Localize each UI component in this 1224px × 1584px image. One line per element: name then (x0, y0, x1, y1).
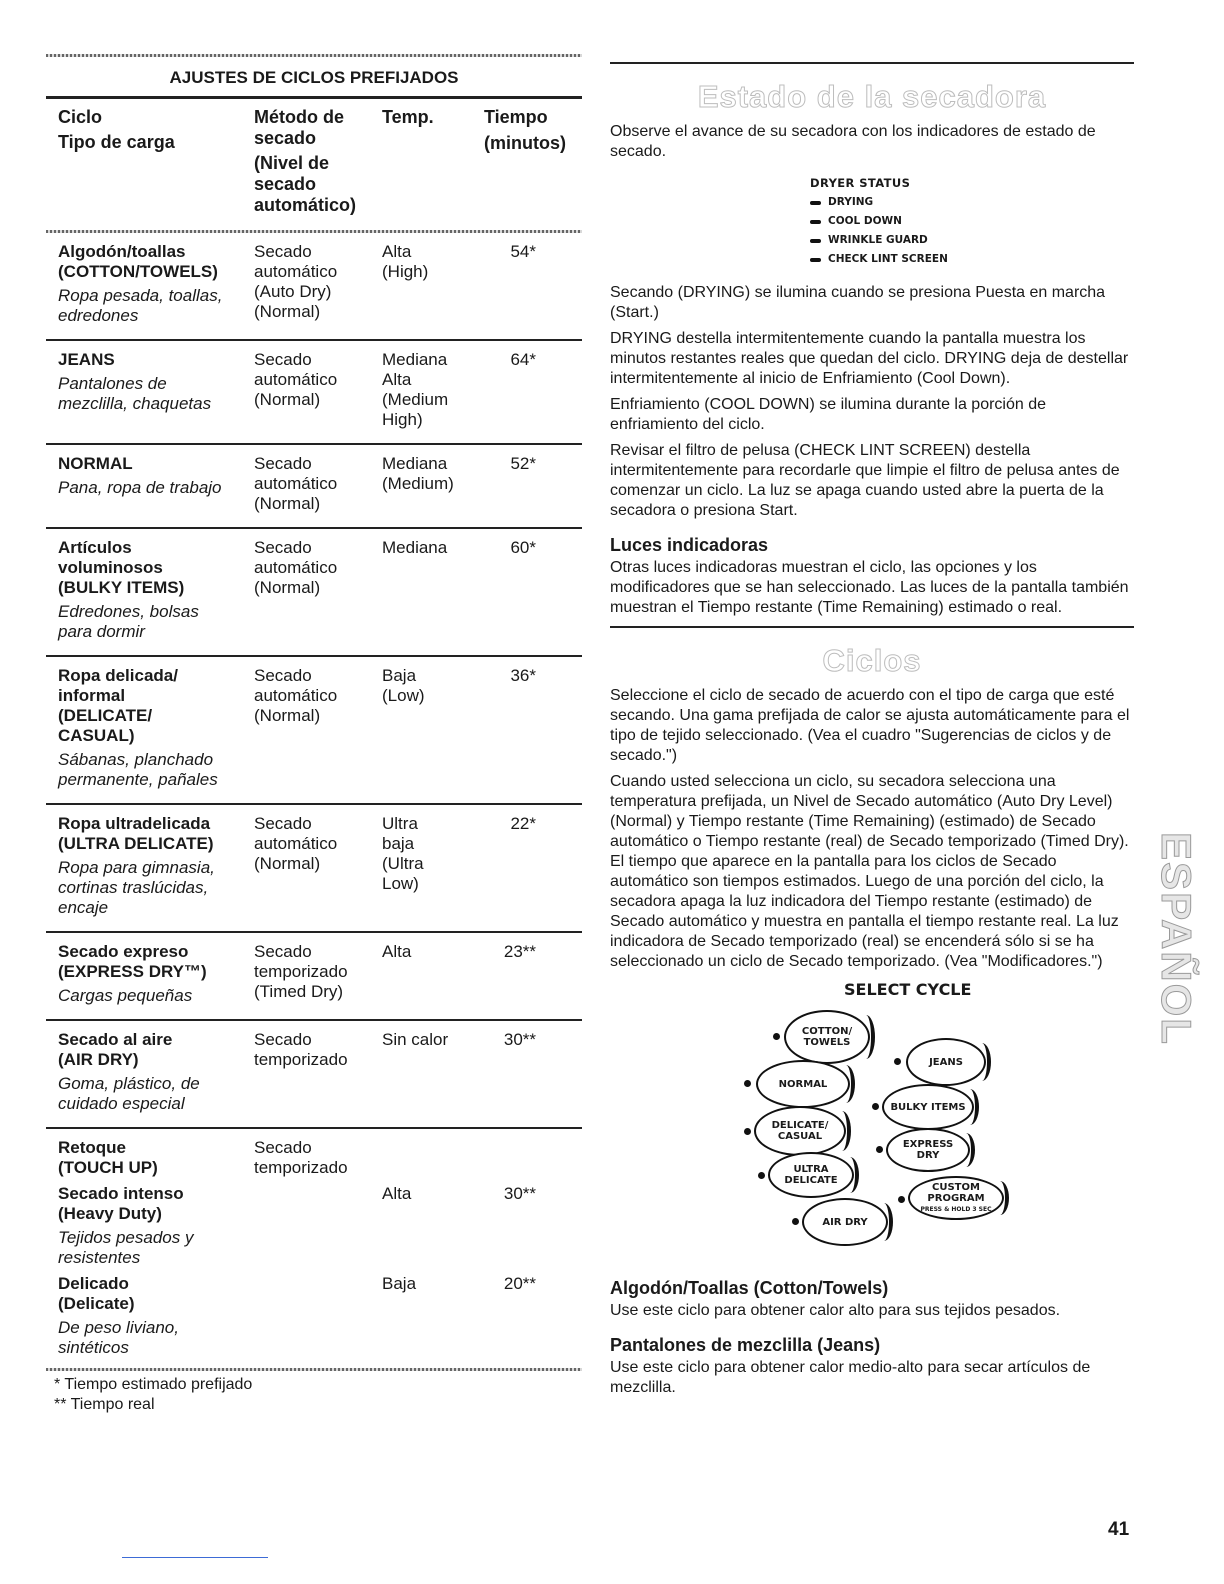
select-cycle-panel (610, 980, 1134, 1270)
luces-text: Otras luces indicadoras muestran el ciclo, las opciones y los modificadores que se han seleccionado. Las luces de la pantalla también muestran el Tiempo restante (Time Remaining) estimado o real. (610, 559, 1129, 616)
row-temp: Mediana Alta (Medium High) (382, 350, 449, 429)
row-method: Secado temporizado (Timed Dry) (254, 942, 348, 1001)
table-row (46, 1021, 582, 1127)
row-temp: Mediana (382, 538, 448, 557)
jeans-text: Use este ciclo para obtener calor medio-alto para secar artículos de mezclilla. (610, 1359, 1091, 1396)
note-real: ** Tiempo real (54, 1396, 155, 1413)
row-method: Secado automático (Normal) (254, 454, 338, 513)
row-temp: Alta (High) (382, 242, 429, 281)
dryer-status-panel (810, 174, 1134, 269)
row-temp: Baja (Low) (382, 666, 425, 705)
ciclos-section-title: Ciclos (822, 643, 922, 678)
bulky-items-button[interactable]: BULKY ITEMS (882, 1084, 974, 1130)
indicator-check-lint: CHECK LINT SCREEN (810, 250, 1134, 269)
row-load: Pana, ropa de trabajo (58, 478, 222, 497)
row-temp: Alta (382, 1184, 412, 1203)
table-row (46, 445, 582, 527)
row-cycle: Retoque (TOUCH UP) (58, 1138, 158, 1177)
cycle-indicator-dot (876, 1146, 883, 1153)
row-load: Pantalones de mezclilla, chaquetas (58, 374, 212, 413)
row-load: Ropa para gimnasia, cortinas traslúcidas, encaje (58, 858, 215, 917)
row-time: 60* (510, 538, 536, 557)
table-header (46, 99, 582, 230)
row-load: Goma, plástico, de cuidado especial (58, 1074, 200, 1113)
row-method: Secado temporizado (254, 1138, 348, 1177)
row-time: 20** (503, 1274, 536, 1293)
row-cycle: Secado expreso (EXPRESS DRY™) (58, 942, 207, 981)
note-estimated: * Tiempo estimado prefijado (54, 1376, 253, 1393)
header-tiempo: Tiempo (484, 107, 548, 127)
ciclos-paragraph: Seleccione el ciclo de secado de acuerdo con el tipo de carga que esté secando. Una gama prefijada de calor se ajusta automáticamente para el tipo de tejido seleccionado. (Vea el cuadro "Sugerencias de ciclos y de secado.") (610, 687, 1130, 764)
ciclos-paragraph: Cuando usted selecciona un ciclo, su secadora selecciona una temperatura prefijada, un Nivel de Secado automático (Auto Dry Level) (Normal) y Tiempo restante (Time Remaining) (estimado) de Secado automático o Tiempo restante (real) de Secado temporizado (Timed Dry). El tiempo que aparece en la pantalla para los ciclos de Secado automático son tiempos estimados. Luego de una porción del ciclo, la secadora apaga la luz indicadora del Tiempo restante (estimado) de Secado automático y muestra en pantalla el tiempo restante real. La luz indicadora de Secado temporizado (real) se encenderá sólo si se ha seleccionado un ciclo de Secado temporizado. (Vea "Modificadores.") (610, 773, 1129, 970)
row-load: Tejidos pesados y resistentes (58, 1228, 194, 1267)
page-number: 41 (1108, 1519, 1130, 1540)
row-cycle: Secado intenso (Heavy Duty) (58, 1184, 184, 1223)
indicator-light-icon (810, 220, 821, 224)
right-column (610, 62, 1134, 1404)
jeans-heading: Pantalones de mezclilla (Jeans) (610, 1335, 881, 1355)
row-cycle: Delicado (Delicate) (58, 1274, 135, 1313)
indicator-light-icon (810, 201, 821, 205)
select-cycle-title: SELECT CYCLE (844, 980, 972, 999)
row-temp: Mediana (Medium) (382, 454, 454, 493)
row-method: Secado automático (Normal) (254, 814, 338, 873)
indicator-drying: DRYING (810, 193, 1134, 212)
row-load: De peso liviano, sintéticos (58, 1318, 179, 1357)
row-time: 64* (510, 350, 536, 369)
indicator-wrinkle-guard: WRINKLE GUARD (810, 231, 1134, 250)
row-time: 30** (503, 1184, 536, 1203)
row-time: 36* (510, 666, 536, 685)
air-dry-button[interactable]: AIR DRY (802, 1198, 888, 1246)
table-row (46, 233, 582, 339)
row-time: 22* (510, 814, 536, 833)
row-method: Secado automático (Normal) (254, 666, 338, 725)
status-paragraph: Enfriamiento (COOL DOWN) se ilumina durante la porción de enfriamiento del ciclo. (610, 396, 1047, 433)
row-cycle: Secado al aire (AIR DRY) (58, 1030, 173, 1069)
header-ciclo: Ciclo (58, 107, 103, 127)
jeans-button[interactable]: JEANS (906, 1038, 986, 1086)
cycle-indicator-dot (894, 1058, 901, 1065)
status-paragraph: Revisar el filtro de pelusa (CHECK LINT SCREEN) destella intermitentemente para recordarle que limpie el filtro de pelusa antes de comenzar un ciclo. La luz se apaga cuando usted abre la puerta de la secadora o presiona Start. (610, 442, 1120, 519)
row-cycle: Ropa ultradelicada (ULTRA DELICATE) (58, 814, 214, 853)
row-method: Secado automático (Auto Dry) (Normal) (254, 242, 338, 321)
header-nivel: (Nivel de secado automático) (254, 153, 357, 215)
row-method: Secado temporizado (254, 1030, 348, 1069)
header-temp: Temp. (382, 107, 434, 127)
row-temp: Baja (382, 1274, 417, 1293)
cycle-indicator-dot (744, 1128, 751, 1135)
table-row (46, 805, 582, 931)
cycle-indicator-dot (898, 1196, 905, 1203)
table-row (46, 1274, 582, 1368)
table-row (46, 657, 582, 803)
row-time: 23** (503, 942, 536, 961)
custom-program-button[interactable]: CUSTOM PROGRAM PRESS & HOLD 3 SEC (908, 1176, 1004, 1220)
table-title: AJUSTES DE CICLOS PREFIJADOS (169, 68, 459, 87)
table-row (46, 1129, 582, 1184)
bottom-rule (122, 1557, 268, 1558)
row-time: 54* (510, 242, 536, 261)
cycle-settings-table (46, 54, 582, 1415)
status-paragraph: DRYING destella intermitentemente cuando la pantalla muestra los minutos restantes reales que quedan del ciclo. DRYING deja de destellar intermitentemente al inicio de Enfriamiento (Cool Down). (610, 330, 1129, 387)
table-row (46, 529, 582, 655)
cotton-towels-button[interactable]: COTTON/ TOWELS (784, 1010, 870, 1064)
header-metodo: Método de secado (254, 107, 344, 148)
row-time: 30** (503, 1030, 536, 1049)
cycle-indicator-dot (872, 1103, 879, 1110)
row-temp: Sin calor (382, 1030, 449, 1049)
cotton-heading: Algodón/Toallas (Cotton/Towels) (610, 1278, 889, 1298)
row-temp: Alta (382, 942, 412, 961)
indicator-cool-down: COOL DOWN (810, 212, 1134, 231)
row-cycle: Ropa delicada/ informal (DELICATE/ CASUAL) (58, 666, 178, 745)
cycle-indicator-dot (773, 1033, 780, 1040)
header-tipo: Tipo de carga (58, 132, 175, 152)
status-section-title: Estado de la secadora (697, 79, 1047, 114)
luces-heading: Luces indicadoras (610, 535, 769, 555)
row-load: Cargas pequeñas (58, 986, 193, 1005)
cycle-indicator-dot (758, 1172, 765, 1179)
row-method: Secado automático (Normal) (254, 538, 338, 597)
express-dry-button[interactable]: EXPRESS DRY (886, 1128, 970, 1172)
indicator-light-icon (810, 239, 821, 243)
row-cycle: JEANS (58, 350, 115, 369)
table-row (46, 341, 582, 443)
table-row (46, 933, 582, 1019)
row-load: Edredones, bolsas para dormir (58, 602, 199, 641)
cycle-indicator-dot (744, 1080, 751, 1087)
row-load: Sábanas, planchado permanente, pañales (58, 750, 218, 789)
language-side-tab: ESPAÑOL (1153, 832, 1201, 1046)
ultra-delicate-button[interactable]: ULTRA DELICATE (768, 1152, 854, 1198)
table-row (46, 1184, 582, 1274)
header-minutos: (minutos) (484, 133, 566, 153)
cotton-text: Use este ciclo para obtener calor alto para sus tejidos pesados. (610, 1302, 1061, 1319)
row-cycle: Algodón/toallas (COTTON/TOWELS) (58, 242, 218, 281)
row-cycle: NORMAL (58, 454, 133, 473)
normal-button[interactable]: NORMAL (756, 1060, 850, 1108)
row-load: Ropa pesada, toallas, edredones (58, 286, 223, 325)
row-temp: Ultra baja (Ultra Low) (382, 814, 424, 893)
row-time: 52* (510, 454, 536, 473)
cycle-indicator-dot (792, 1218, 799, 1225)
status-intro: Observe el avance de su secadora con los indicadores de estado de secado. (610, 123, 1096, 160)
row-cycle: Artículos voluminosos (BULKY ITEMS) (58, 538, 185, 597)
dryer-status-title: DRYER STATUS (810, 176, 911, 190)
row-method: Secado automático (Normal) (254, 350, 338, 409)
indicator-light-icon (810, 258, 821, 262)
status-paragraph: Secando (DRYING) se ilumina cuando se presiona Puesta en marcha (Start.) (610, 284, 1106, 321)
delicate-casual-button[interactable]: DELICATE/ CASUAL (754, 1106, 846, 1156)
table-notes (46, 1371, 582, 1415)
